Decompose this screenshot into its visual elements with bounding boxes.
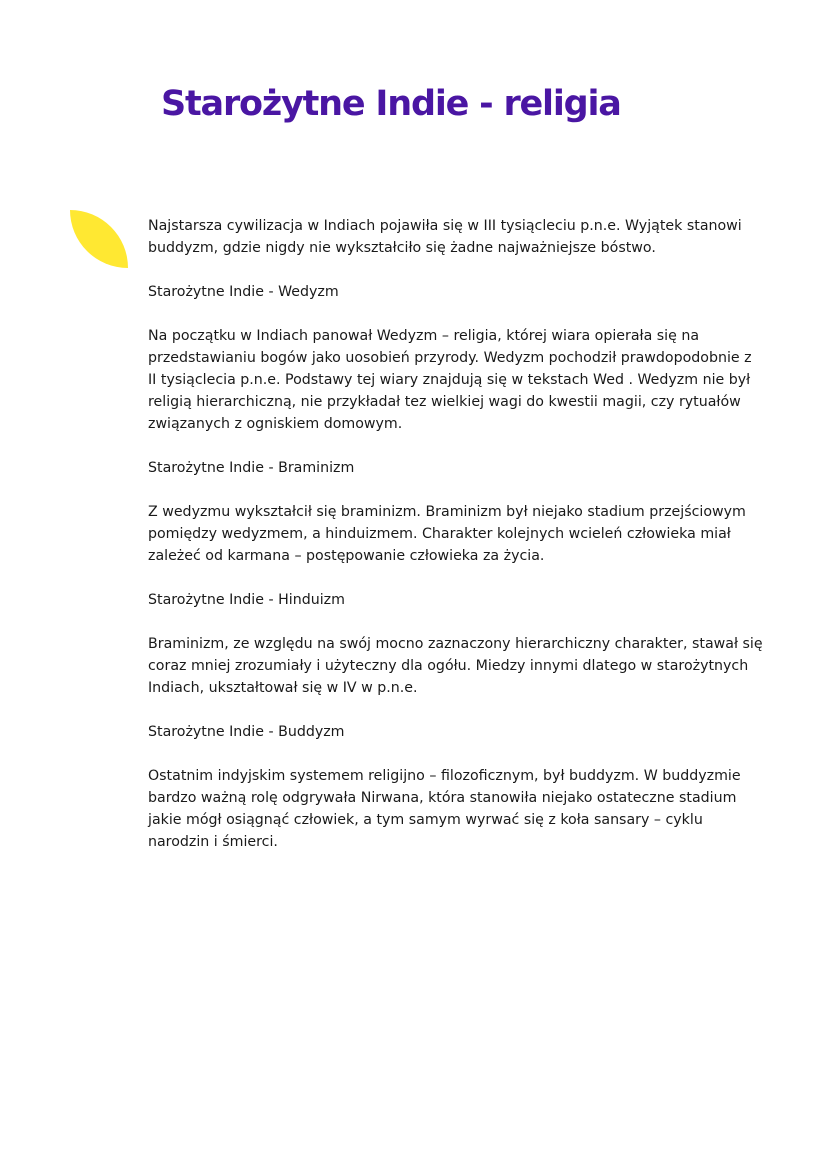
section-heading-hinduizm: Starożytne Indie - Hinduizm — [148, 592, 345, 608]
paragraph-wedyzm: Na początku w Indiach panował Wedyzm – religia, której wiara opierała się na przedstawianiu bogów jako uosobień przyrody. Wedyzm pochodził prawdopodobnie z II tysiąclecia p.n.e. Podstawy tej wiary znajdują się w tekstach Wed . Wedyzm nie był religią hierarchiczną, nie przykładał tez wielkiej wagi do kwestii magii, czy rytuałów związanych z ogniskiem domowym. — [148, 328, 752, 432]
paragraph-buddyzm: Ostatnim indyjskim systemem religijno – filozoficznym, był buddyzm. W buddyzmie bardzo ważną rolę odgrywała Nirwana, która stanowiła niejako ostateczne stadium jakie mógł osiągnąć człowiek, a tym samym wyrwać się z koła sansary – cyklu narodzin i śmierci. — [148, 768, 741, 850]
paragraph-braminizm: Z wedyzmu wykształcił się braminizm. Braminizm był niejako stadium przejściowym pomiędzy wedyzmem, a hinduizmem. Charakter kolejnych wcieleń człowieka miał zależeć od karmana – postępowanie człowieka za życia. — [148, 504, 746, 564]
document-body — [148, 215, 763, 875]
section-heading-braminizm: Starożytne Indie - Braminizm — [148, 460, 355, 476]
section-heading-buddyzm: Starożytne Indie - Buddyzm — [148, 724, 345, 740]
section-heading-wedyzm: Starożytne Indie - Wedyzm — [148, 284, 339, 300]
intro-paragraph: Najstarsza cywilizacja w Indiach pojawiła się w III tysiącleciu p.n.e. Wyjątek stanowi buddyzm, gdzie nigdy nie wykształciło się żadne najważniejsze bóstwo. — [148, 218, 742, 256]
yellow-leaf-decoration — [70, 210, 128, 268]
paragraph-hinduizm: Braminizm, ze względu na swój mocno zaznaczony hierarchiczny charakter, stawał się coraz mniej zrozumiały i użyteczny dla ogółu. Miedzy innymi dlatego w starożytnych Indiach, ukształtował się w IV w p.n.e. — [148, 636, 763, 696]
page-title: Starożytne Indie - religia — [161, 84, 621, 124]
